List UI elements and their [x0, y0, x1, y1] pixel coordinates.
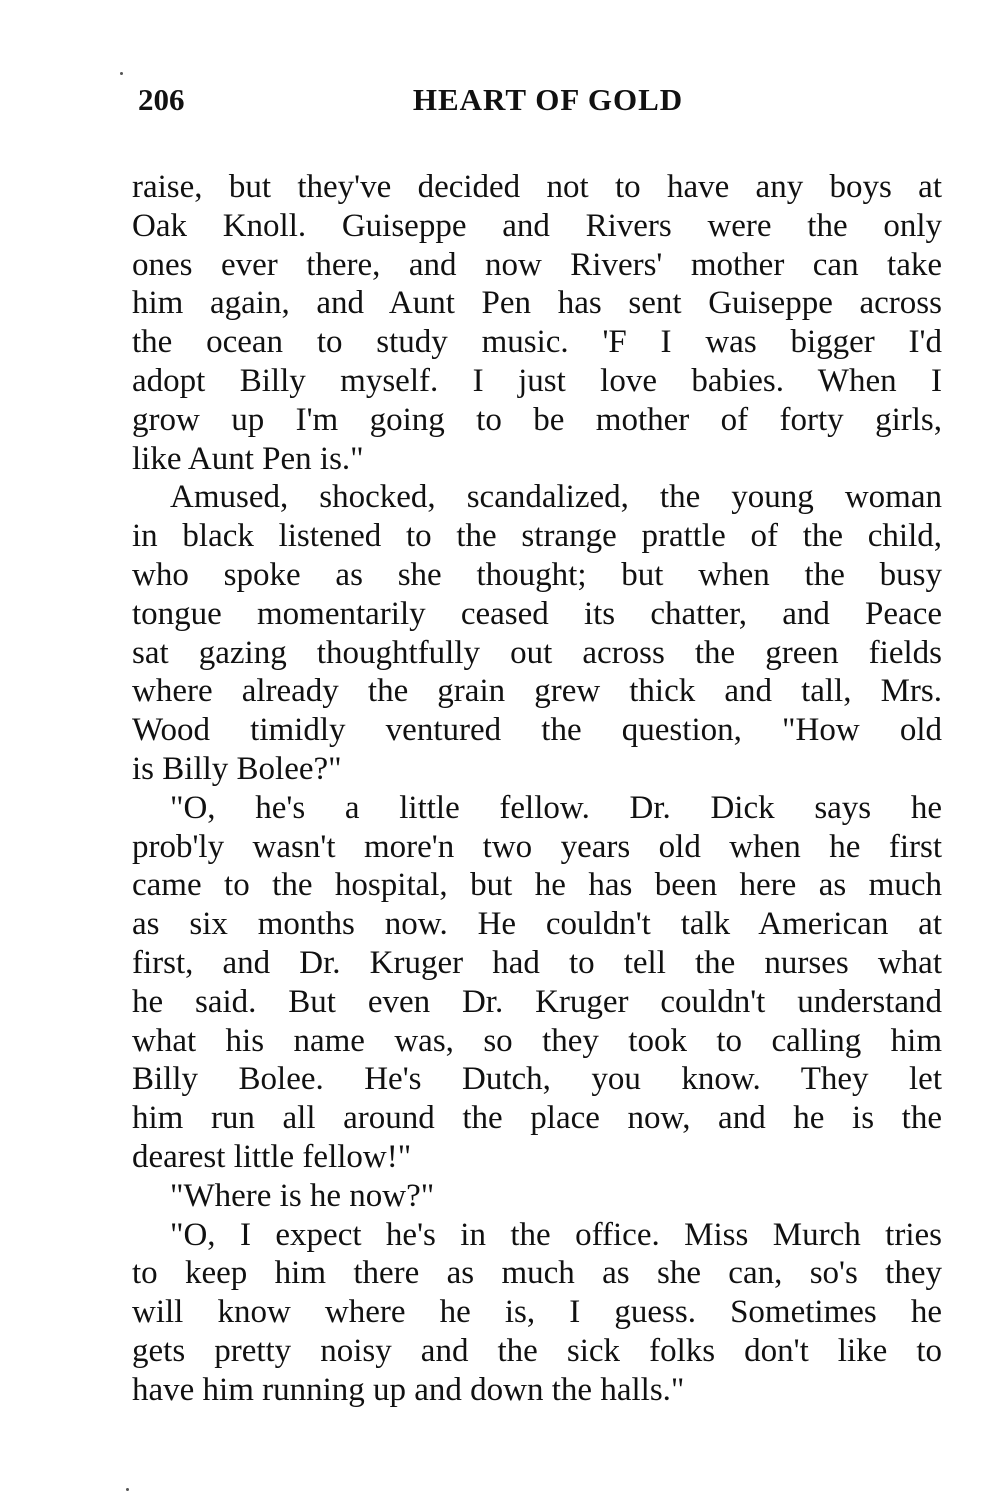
scan-speck	[126, 1488, 129, 1491]
page-number: 206	[138, 82, 185, 117]
text-line: first, and Dr. Kruger had to tell the nurses what	[132, 944, 942, 981]
text-line: "O, I expect he's in the office. Miss Murch tries	[170, 1216, 942, 1253]
text-line: tongue momentarily ceased its chatter, and Peace	[132, 595, 942, 632]
text-line: have him running up and down the halls."	[132, 1371, 685, 1408]
text-line: him run all around the place now, and he is the	[132, 1100, 942, 1137]
text-line: is Billy Bolee?"	[132, 750, 342, 787]
text-line: what his name was, so they took to calling him	[132, 1022, 942, 1059]
text-line: Oak Knoll. Guiseppe and Rivers were the only	[132, 207, 942, 244]
scan-speck	[120, 72, 123, 75]
text-line: who spoke as she thought; but when the busy	[132, 556, 942, 593]
text-line: as six months now. He couldn't talk American at	[132, 906, 942, 943]
text-line: where already the grain grew thick and tall, Mrs.	[132, 673, 942, 710]
text-line: like Aunt Pen is."	[132, 440, 364, 477]
text-line: Wood timidly ventured the question, "How old	[132, 712, 942, 749]
text-line: "Where is he now?"	[170, 1177, 435, 1214]
text-line: Billy Bolee. He's Dutch, you know. They let	[132, 1061, 942, 1098]
text-line: he said. But even Dr. Kruger couldn't understand	[132, 983, 942, 1020]
running-head	[138, 82, 948, 128]
text-line: sat gazing thoughtfully out across the green fields	[132, 634, 942, 671]
text-line: Amused, shocked, scandalized, the young woman	[170, 479, 942, 516]
text-line: in black listened to the strange prattle of the child,	[132, 518, 942, 555]
text-line: will know where he is, I guess. Sometimes he	[132, 1294, 942, 1331]
text-line: him again, and Aunt Pen has sent Guiseppe across	[132, 285, 942, 322]
body-text	[132, 168, 942, 1410]
text-line: "O, he's a little fellow. Dr. Dick says he	[170, 789, 942, 826]
text-line: the ocean to study music. 'F I was bigger I'd	[132, 324, 942, 361]
text-line: grow up I'm going to be mother of forty girls,	[132, 401, 942, 438]
text-line: gets pretty noisy and the sick folks don't like to	[132, 1332, 942, 1369]
running-title: HEART OF GOLD	[412, 82, 684, 117]
text-line: prob'ly wasn't more'n two years old when he first	[132, 828, 942, 865]
text-line: adopt Billy myself. I just love babies. When I	[132, 362, 942, 399]
text-line: raise, but they've decided not to have any boys at	[132, 169, 942, 205]
text-line: dearest little fellow!"	[132, 1138, 412, 1175]
text-line: ones ever there, and now Rivers' mother can take	[132, 246, 942, 283]
text-line: to keep him there as much as she can, so's they	[132, 1255, 942, 1292]
text-line: came to the hospital, but he has been here as much	[132, 867, 942, 904]
